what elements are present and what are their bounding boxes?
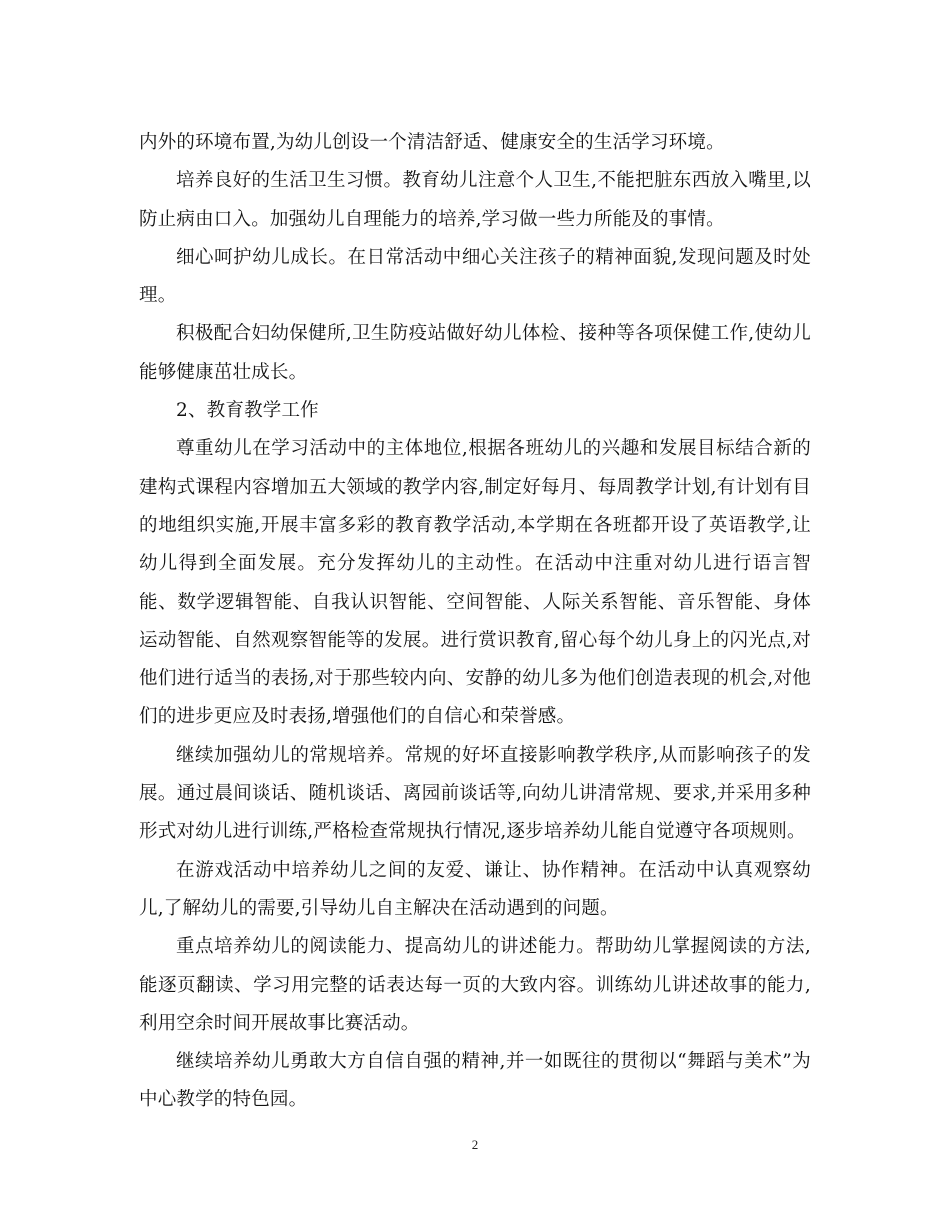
paragraph-4: 积极配合妇幼保健所,卫生防疫站做好幼儿体检、接种等各项保健工作,使幼儿能够健康茁壮成长。 [139, 323, 811, 383]
paragraph-6: 尊重幼儿在学习活动中的主体地位,根据各班幼儿的兴趣和发展目标结合新的建构式课程内容增加五大领域的教学内容,制定好每月、每周教学计划,有计划有目的地组织实施,开展丰富多彩的教育教学活动,本学期在各班都开设了英语教学,让幼儿得到全面发展。充分发挥幼儿的主动性。在活动中注重对幼儿进行语言智能、数学逻辑智能、自我认识智能、空间智能、人际关系智能、音乐智能、身体运动智能、自然观察智能等的发展。进行赏识教育,留心每个幼儿身上的闪光点,对他们进行适当的表扬,对于那些较内向、安静的幼儿多为他们创造表现的机会,对他们的进步更应及时表扬,增强他们的自信心和荣誉感。 [139, 438, 811, 728]
paragraph-10: 继续培养幼儿勇敢大方自信自强的精神,并一如既往的贯彻以“舞蹈与美术”为中心教学的特色园。 [139, 1051, 811, 1111]
page-number: 2 [471, 1137, 479, 1152]
section-heading: 2、教育教学工作 [176, 400, 319, 422]
document-body [139, 124, 811, 1120]
paragraph-8: 在游戏活动中培养幼儿之间的友爱、谦让、协作精神。在活动中认真观察幼儿,了解幼儿的需要,引导幼儿自主解决在活动遇到的问题。 [139, 859, 811, 919]
paragraph-2: 培养良好的生活卫生习惯。教育幼儿注意个人卫生,不能把脏东西放入嘴里,以防止病由口入。加强幼儿自理能力的培养,学习做一些力所能及的事情。 [139, 170, 811, 230]
paragraph-1: 内外的环境布置,为幼儿创设一个清洁舒适、健康安全的生活学习环境。 [139, 132, 725, 153]
paragraph-7: 继续加强幼儿的常规培养。常规的好坏直接影响教学秩序,从而影响孩子的发展。通过晨间谈话、随机谈话、离园前谈话等,向幼儿讲清常规、要求,并采用多种形式对幼儿进行训练,严格检查常规执行情况,逐步培养幼儿能自觉遵守各项规则。 [139, 744, 811, 843]
paragraph-9: 重点培养幼儿的阅读能力、提高幼儿的讲述能力。帮助幼儿掌握阅读的方法,能逐页翻读、学习用完整的话表达每一页的大致内容。训练幼儿讲述故事的能力,利用空余时间开展故事比赛活动。 [139, 936, 811, 1034]
paragraph-3: 细心呵护幼儿成长。在日常活动中细心关注孩子的精神面貌,发现问题及时处理。 [139, 246, 811, 307]
